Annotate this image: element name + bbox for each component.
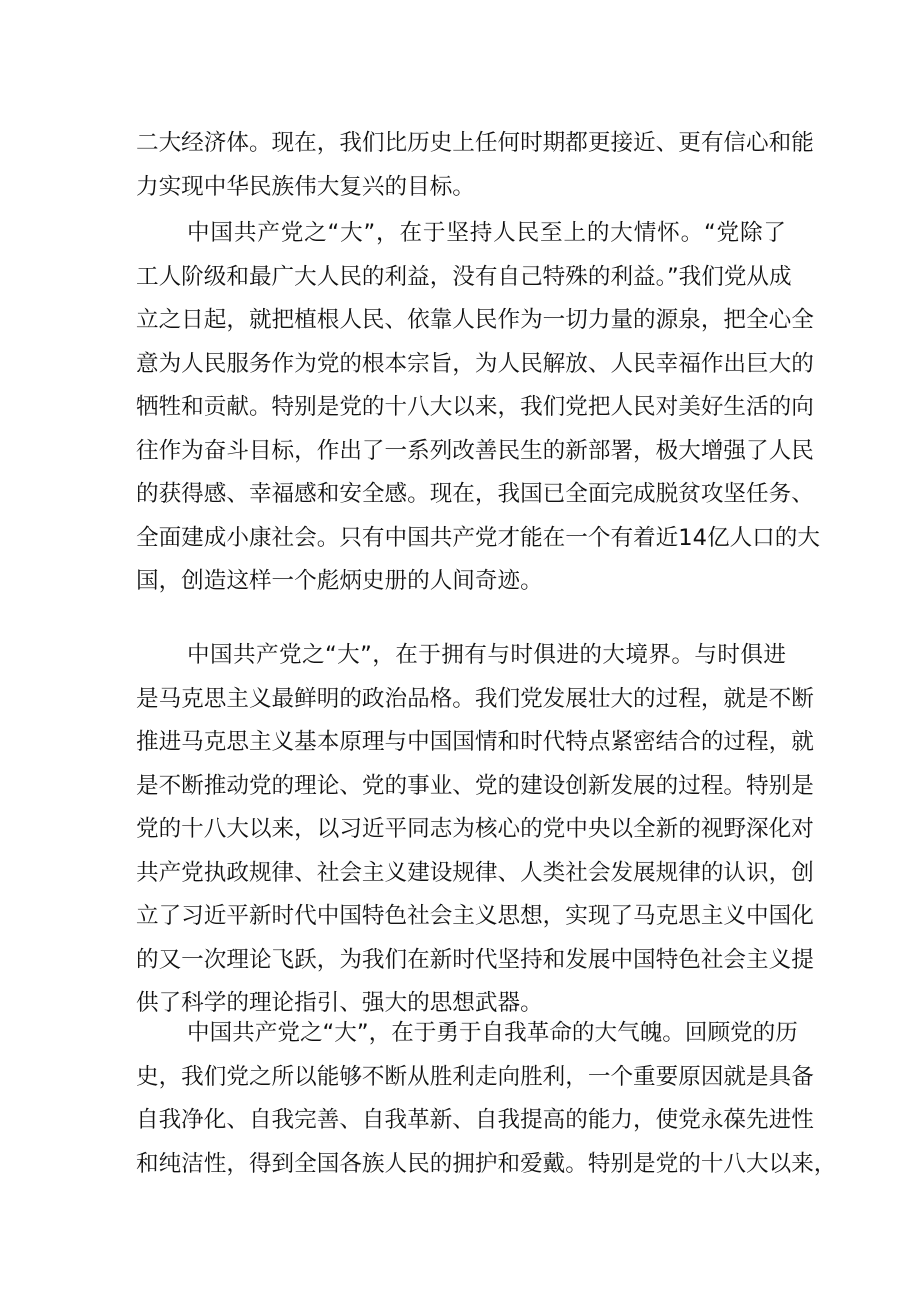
text-line: 往作为奋斗目标，作出了一系列改善民生的新部署，极大增强了人民 xyxy=(136,437,814,464)
text-line: 是马克思主义最鲜明的政治品格。我们党发展壮大的过程，就是不断 xyxy=(136,685,814,712)
text-line: 的获得感、幸福感和安全感。现在，我国已全面完成脱贫攻坚任务、 xyxy=(136,481,814,507)
text-line: 二大经济体。现在，我们比历史上任何时期都更接近、更有信心和能 xyxy=(136,130,814,156)
paragraph-people-first xyxy=(136,212,820,604)
text-line: 推进马克思主义基本原理与中国国情和时代特点紧密结合的过程，就 xyxy=(136,729,814,755)
text-line: 国，创造这样一个彪炳史册的人间奇迹。 xyxy=(136,568,543,594)
text-line: 牺牲和贡献。特别是党的十八大以来，我们党把人民对美好生活的向 xyxy=(136,394,814,420)
text-line: 立了习近平新时代中国特色社会主义思想，实现了马克思主义中国化 xyxy=(136,903,814,929)
text-line: 工人阶级和最广大人民的利益，没有自己特殊的利益。”我们党从成 xyxy=(136,263,792,290)
text-line: 中国共产党之“大”，在于拥有与时俱进的大境界。与时俱进 xyxy=(187,642,786,668)
text-line: 力实现中华民族伟大复兴的目标。 xyxy=(136,173,475,200)
text-line: 和纯洁性，得到全国各族人民的拥护和爱戴。特别是党的十八大以来， xyxy=(136,1150,837,1177)
text-line: 自我净化、自我完善、自我革新、自我提高的能力，使党永葆先进性 xyxy=(136,1107,814,1133)
paragraph-continuation xyxy=(136,122,814,209)
text-line: 共产党执政规律、社会主义建设规律、人类社会发展规律的认识，创 xyxy=(136,859,814,886)
text-line: 中国共产党之“大”，在于坚持人民至上的大情怀。“党除了 xyxy=(187,220,786,246)
text-line: 中国共产党之“大”，在于勇于自我革命的大气魄。回顾党的历 xyxy=(187,1020,798,1046)
paragraph-keep-pace xyxy=(136,634,814,1026)
text-line: 是不断推动党的理论、党的事业、党的建设创新发展的过程。特别是 xyxy=(136,772,814,799)
text-line: 意为人民服务作为党的根本宗旨，为人民解放、人民幸福作出巨大的 xyxy=(136,350,814,377)
paragraph-self-reform xyxy=(136,1012,837,1186)
text-line: 全面建成小康社会。只有中国共产党才能在一个有着近14亿人口的大 xyxy=(136,524,820,551)
text-line: 史，我们党之所以能够不断从胜利走向胜利，一个重要原因就是具备 xyxy=(136,1063,814,1090)
text-line: 党的十八大以来，以习近平同志为核心的党中央以全新的视野深化对 xyxy=(136,816,814,842)
text-line: 供了科学的理论指引、强大的思想武器。 xyxy=(136,990,543,1016)
text-line: 的又一次理论飞跃，为我们在新时代坚持和发展中国特色社会主义提 xyxy=(136,946,814,973)
text-line: 立之日起，就把植根人民、依靠人民作为一切力量的源泉，把全心全 xyxy=(136,307,814,333)
